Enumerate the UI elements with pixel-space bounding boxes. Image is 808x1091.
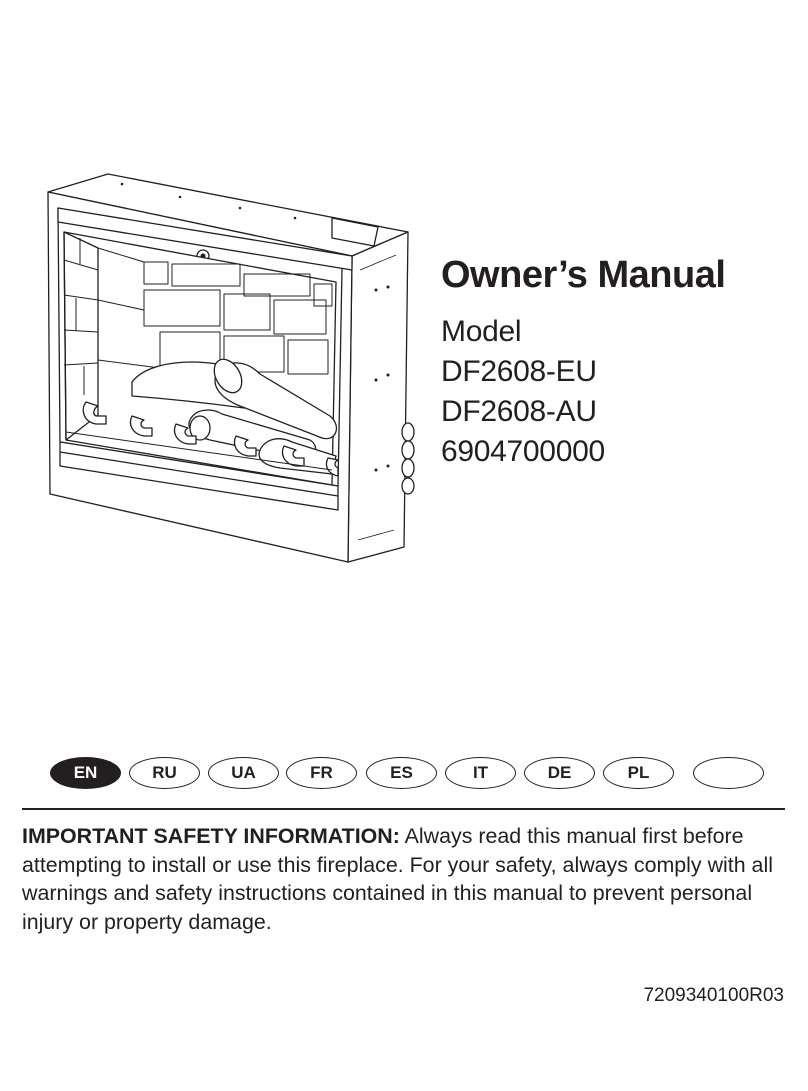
- language-option-pl[interactable]: PL: [603, 757, 674, 789]
- language-option-en[interactable]: EN: [50, 757, 121, 789]
- language-option-ru[interactable]: RU: [129, 757, 200, 789]
- safety-notice: [22, 822, 792, 936]
- model-number: 6904700000: [441, 435, 605, 468]
- fireplace-insert-illustration: [40, 170, 420, 565]
- document-title: Owner’s Manual: [441, 254, 726, 296]
- model-number: DF2608-EU: [441, 355, 597, 388]
- document-number: 7209340100R03: [643, 985, 784, 1006]
- language-option-es[interactable]: ES: [366, 757, 437, 789]
- safety-heading: IMPORTANT SAFETY INFORMATION:: [22, 824, 400, 848]
- language-option-it[interactable]: IT: [445, 757, 516, 789]
- safety-text: Always read this manual first before attempting to install or use this fireplace. For your safety, always comply with all warnings and safety instructions contained in this manual to prevent personal injury or property damage.: [22, 824, 773, 934]
- language-option-fr[interactable]: FR: [286, 757, 357, 789]
- model-label: Model: [441, 315, 522, 348]
- language-option-blank[interactable]: [693, 757, 764, 789]
- language-selector: [50, 757, 770, 791]
- model-number: DF2608-AU: [441, 395, 597, 428]
- language-option-ua[interactable]: UA: [208, 757, 279, 789]
- language-option-de[interactable]: DE: [524, 757, 595, 789]
- section-divider: [22, 808, 785, 810]
- title-block: [441, 252, 725, 472]
